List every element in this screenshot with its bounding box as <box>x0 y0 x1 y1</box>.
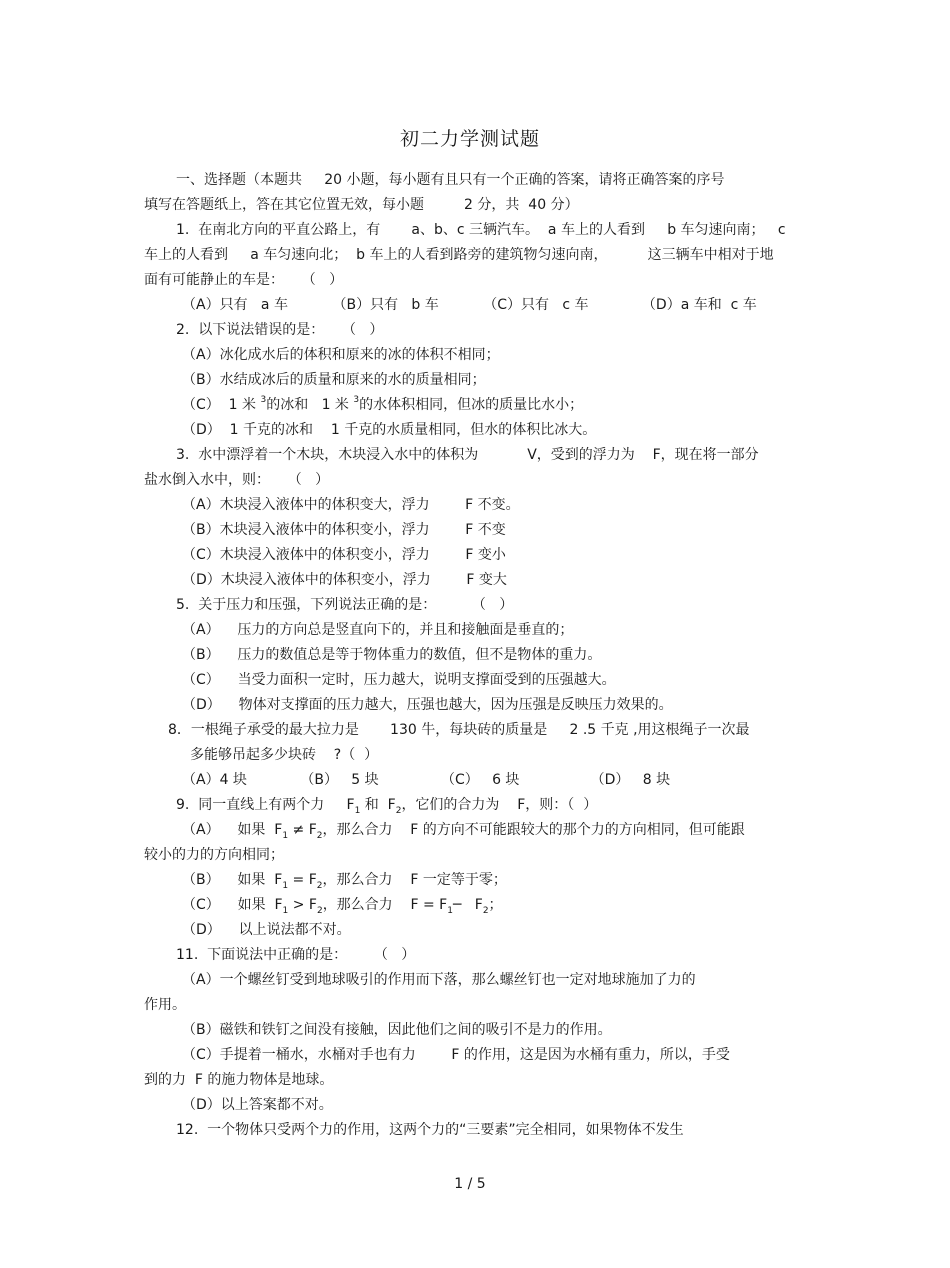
text-run: = F <box>288 872 317 888</box>
page-title: 初二力学测试题 <box>399 128 540 150</box>
superscript: 3 <box>260 395 267 406</box>
text-run: ，那么合力 F 的方向不可能跟较大的那个力的方向相同，但可能跟 <box>322 822 745 838</box>
text-line-q3oa: （A）木块浸入液体中的体积变大，浮力 F 不变。 <box>182 497 520 513</box>
text-line-q9d: （D） 以上说法都不对。 <box>182 922 351 938</box>
text-line-q11b: （B）磁铁和铁钉之间没有接触，因此他们之间的吸引不是力的作用。 <box>182 1022 612 1038</box>
text-line-q5c: （C） 当受力面积一定时，压力越大，说明支撑面受到的压强越大。 <box>182 672 616 688</box>
text-run: ，那么合力 F 一定等于零； <box>322 872 507 888</box>
text-line-q3od: （D）木块浸入液体中的体积变小，浮力 F 变大 <box>182 572 507 588</box>
text-line-q11c1: （C）手提着一桶水，水桶对手也有力 F 的作用，这是因为水桶有重力，所以，手受 <box>182 1047 730 1063</box>
text-line-q11a2: 作用。 <box>144 997 186 1013</box>
text-line-sec1a: 一、选择题（本题共 20 小题，每小题有且只有一个正确的答案，请将正确答案的序号 <box>176 172 725 188</box>
text-line-q5: 5. 关于压力和压强，下列说法正确的是： （ ） <box>176 597 514 613</box>
subscript: 1 <box>354 805 361 816</box>
text-run: ，那么合力 F = F <box>322 897 448 913</box>
text-run: 和 F <box>360 797 396 813</box>
subscript: 1 <box>447 905 453 916</box>
text-line-q9c <box>182 896 503 914</box>
text-run: ； <box>488 897 503 913</box>
text-run: 的水体积相同，但冰的质量比水小； <box>359 397 584 413</box>
text-line-q8opt: （A）4 块 （B） 5 块 （C） 6 块 （D） 8 块 <box>182 772 671 788</box>
text-run: 的冰和 1 米 <box>266 397 354 413</box>
text-line-q2c <box>182 396 583 414</box>
text-line-q9a1 <box>182 821 745 839</box>
subscript: 1 <box>282 880 289 891</box>
text-line-q5d: （D） 物体对支撑面的压力越大，压强也越大，因为压强是反映压力效果的。 <box>182 697 673 713</box>
text-run: > F <box>288 897 317 913</box>
text-line-q8a: 8．一根绳子承受的最大拉力是 130 牛，每块砖的质量是 2 .5 千克 ,用这根绳子一次最 <box>168 722 750 738</box>
text-line-q3ob: （B）木块浸入液体中的体积变小，浮力 F 不变 <box>182 522 506 538</box>
text-line-q11c2: 到的力 F 的施力物体是地球。 <box>144 1072 334 1088</box>
text-line-q9b <box>182 871 507 889</box>
text-line-q2: 2. 以下说法错误的是： （ ） <box>176 322 384 338</box>
text-line-q1a: 1. 在南北方向的平直公路上，有 a、b、c 三辆汽车。 a 车上的人看到 b 车匀速向南； c <box>176 222 786 238</box>
subscript: 2 <box>395 805 402 816</box>
text-line-q11: 11. 下面说法中正确的是： （ ） <box>176 947 416 963</box>
subscript: 2 <box>316 830 323 841</box>
text-run: 9. 同一直线上有两个力 F <box>176 797 355 813</box>
subscript: 1 <box>282 830 289 841</box>
text-run: （C） 如果 F <box>182 897 283 913</box>
subscript: 2 <box>316 905 323 916</box>
text-line-q5a: （A） 压力的方向总是竖直向下的，并且和接触面是垂直的； <box>182 622 574 638</box>
text-run: ≠ F <box>288 822 317 838</box>
superscript: 3 <box>353 395 360 406</box>
text-line-q5b: （B） 压力的数值总是等于物体重力的数值，但不是物体的重力。 <box>182 647 602 663</box>
page-number: 1 / 5 <box>454 1176 486 1192</box>
text-line-q2a: （A）冰化成水后的体积和原来的冰的体积不相同； <box>182 347 500 363</box>
text-line-q1opt: （A）只有 a 车 （B）只有 b 车 （C）只有 c 车 （D）a 车和 c 车 <box>182 297 757 313</box>
text-line-q3a: 3. 水中漂浮着一个木块，木块浸入水中的体积为 V，受到的浮力为 F，现在将一部分 <box>176 447 759 463</box>
text-line-q12: 12. 一个物体只受两个力的作用，这两个力的“三要素”完全相同，如果物体不发生 <box>176 1122 684 1138</box>
text-line-q1c: 面有可能静止的车是： （ ） <box>144 272 344 288</box>
text-run: （A） 如果 F <box>182 822 283 838</box>
subscript: 1 <box>282 905 289 916</box>
text-line-q8b: 多能够吊起多少块砖 ?（ ） <box>190 747 379 763</box>
text-line-q1b: 车上的人看到 a 车匀速向北； b 车上的人看到路旁的建筑物匀速向南， 这三辆车中相对于地 <box>144 247 774 263</box>
text-line-q9a2: 较小的力的方向相同； <box>144 847 284 863</box>
text-line-q2b: （B）水结成冰后的质量和原来的水的质量相同； <box>182 372 486 388</box>
text-line-sec1b: 填写在答题纸上，答在其它位置无效，每小题 2 分，共 40 分） <box>144 197 579 213</box>
text-run: ，它们的合力为 F，则：（ ） <box>401 797 598 813</box>
text-line-q9 <box>176 796 597 814</box>
text-run: （C） 1 米 <box>182 397 261 413</box>
text-run: ─ F <box>452 897 483 913</box>
subscript: 2 <box>316 880 323 891</box>
text-line-q3oc: （C）木块浸入液体中的体积变小，浮力 F 变小 <box>182 547 506 563</box>
text-line-q2d: （D） 1 千克的冰和 1 千克的水质量相同，但水的体积比冰大。 <box>182 422 597 438</box>
text-run: （B） 如果 F <box>182 872 283 888</box>
text-line-q3b: 盐水倒入水中，则： （ ） <box>144 472 330 488</box>
text-line-q11d: （D）以上答案都不对。 <box>182 1097 333 1113</box>
subscript: 2 <box>482 905 489 916</box>
text-line-q11a1: （A）一个螺丝钉受到地球吸引的作用而下落，那么螺丝钉也一定对地球施加了力的 <box>182 972 696 988</box>
